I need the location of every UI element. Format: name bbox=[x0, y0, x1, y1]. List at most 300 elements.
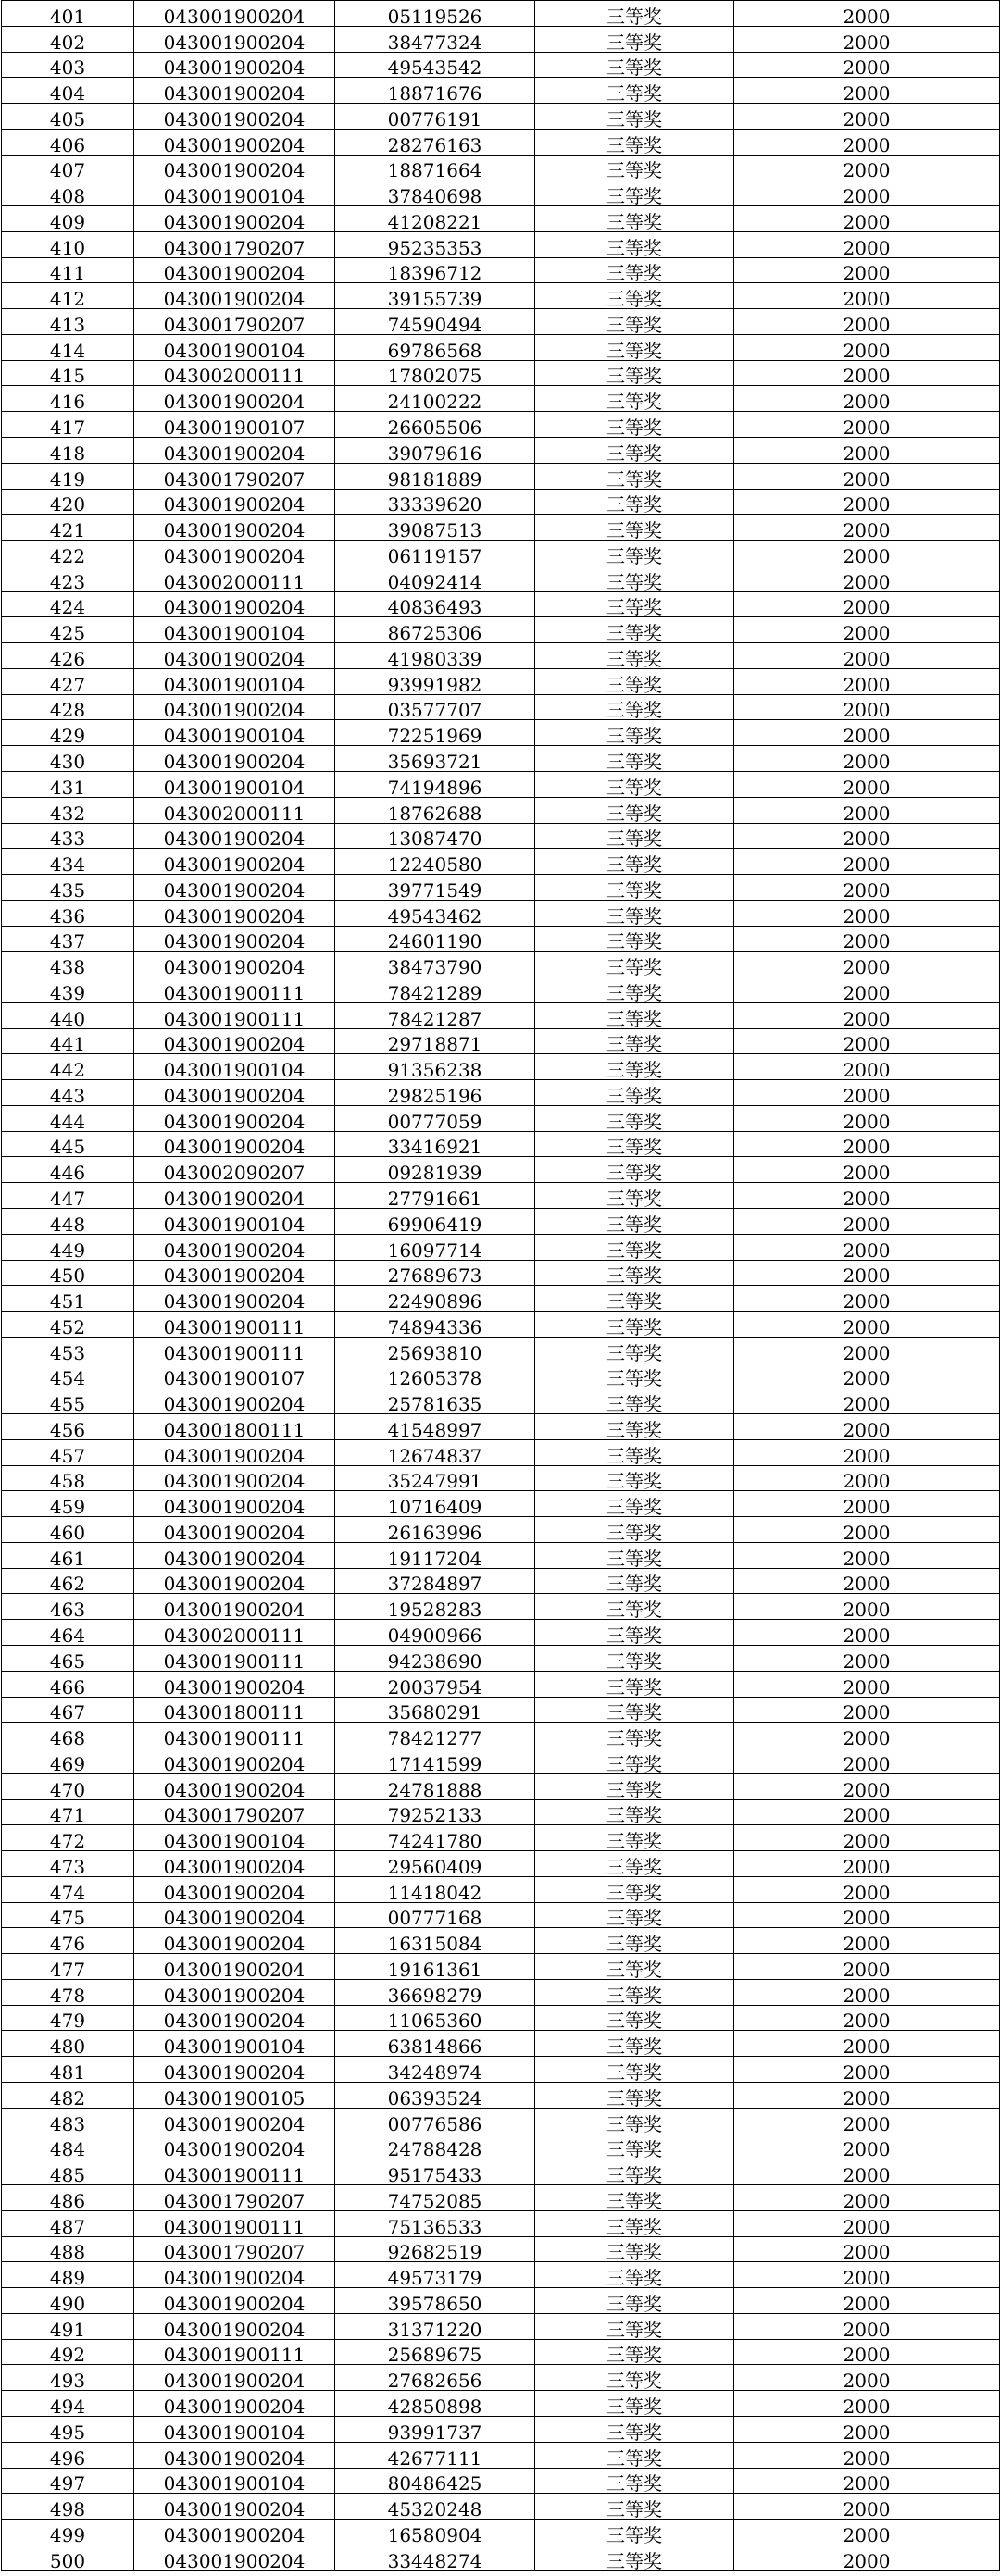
invoice-number-cell: 74194896 bbox=[335, 771, 535, 797]
serial-number-cell: 407 bbox=[2, 155, 134, 180]
serial-number-cell: 404 bbox=[2, 78, 134, 104]
serial-number-cell: 437 bbox=[2, 926, 134, 952]
serial-number-cell: 493 bbox=[2, 2365, 134, 2391]
serial-number-cell: 428 bbox=[2, 694, 134, 720]
invoice-number-cell: 26605506 bbox=[335, 412, 535, 438]
invoice-number-cell: 11065360 bbox=[335, 2005, 535, 2031]
prize-amount-cell: 2000 bbox=[734, 1542, 1000, 1568]
prize-amount-cell: 2000 bbox=[734, 1594, 1000, 1620]
invoice-code-cell: 043001900204 bbox=[134, 1439, 335, 1465]
invoice-number-cell: 93991982 bbox=[335, 668, 535, 694]
prize-amount-cell: 2000 bbox=[734, 26, 1000, 52]
serial-number-cell: 497 bbox=[2, 2468, 134, 2494]
prize-amount-cell: 2000 bbox=[734, 771, 1000, 797]
invoice-number-cell: 49543542 bbox=[335, 52, 535, 78]
prize-level-cell: 三等奖 bbox=[535, 2494, 734, 2520]
prize-level-cell: 三等奖 bbox=[535, 746, 734, 772]
prize-amount-cell: 2000 bbox=[734, 1773, 1000, 1799]
prize-amount-cell: 2000 bbox=[734, 1312, 1000, 1338]
prize-level-cell: 三等奖 bbox=[535, 720, 734, 746]
prize-level-cell: 三等奖 bbox=[535, 875, 734, 901]
prize-amount-cell: 2000 bbox=[734, 875, 1000, 901]
serial-number-cell: 421 bbox=[2, 515, 134, 541]
prize-amount-cell: 2000 bbox=[734, 463, 1000, 489]
invoice-code-cell: 043001790207 bbox=[134, 2236, 335, 2262]
invoice-number-cell: 39578650 bbox=[335, 2288, 535, 2314]
table-row bbox=[2, 2057, 1000, 2083]
serial-number-cell: 410 bbox=[2, 231, 134, 257]
table-row bbox=[2, 2210, 1000, 2236]
serial-number-cell: 420 bbox=[2, 489, 134, 515]
prize-level-cell: 三等奖 bbox=[535, 1799, 734, 1825]
prize-level-cell: 三等奖 bbox=[535, 2236, 734, 2262]
prize-level-cell: 三等奖 bbox=[535, 515, 734, 541]
invoice-number-cell: 29560409 bbox=[335, 1851, 535, 1877]
invoice-code-cell: 043001900204 bbox=[134, 52, 335, 78]
serial-number-cell: 411 bbox=[2, 257, 134, 283]
table-row bbox=[2, 515, 1000, 541]
invoice-code-cell: 043001900204 bbox=[134, 1876, 335, 1902]
invoice-number-cell: 09281939 bbox=[335, 1157, 535, 1183]
table-row bbox=[2, 566, 1000, 591]
table-row bbox=[2, 1260, 1000, 1286]
serial-number-cell: 433 bbox=[2, 823, 134, 849]
table-row bbox=[2, 1697, 1000, 1723]
prize-amount-cell: 2000 bbox=[734, 2545, 1000, 2570]
prize-level-cell: 三等奖 bbox=[535, 360, 734, 386]
prize-level-cell: 三等奖 bbox=[535, 643, 734, 669]
invoice-code-cell: 043001900204 bbox=[134, 1928, 335, 1954]
table-row bbox=[2, 2262, 1000, 2288]
prize-level-cell: 三等奖 bbox=[535, 2134, 734, 2159]
prize-level-cell: 三等奖 bbox=[535, 1, 734, 27]
table-row bbox=[2, 1517, 1000, 1543]
prize-level-cell: 三等奖 bbox=[535, 52, 734, 78]
serial-number-cell: 484 bbox=[2, 2134, 134, 2159]
prize-amount-cell: 2000 bbox=[734, 694, 1000, 720]
serial-number-cell: 405 bbox=[2, 104, 134, 130]
prize-level-cell: 三等奖 bbox=[535, 1312, 734, 1338]
invoice-number-cell: 69786568 bbox=[335, 334, 535, 360]
invoice-code-cell: 043002000111 bbox=[134, 566, 335, 591]
prize-level-cell: 三等奖 bbox=[535, 412, 734, 438]
prize-level-cell: 三等奖 bbox=[535, 2210, 734, 2236]
prize-amount-cell: 2000 bbox=[734, 797, 1000, 823]
invoice-code-cell: 043001900204 bbox=[134, 1671, 335, 1697]
invoice-code-cell: 043001900111 bbox=[134, 977, 335, 1003]
prize-level-cell: 三等奖 bbox=[535, 1131, 734, 1157]
invoice-code-cell: 043001900204 bbox=[134, 438, 335, 464]
prize-level-cell: 三等奖 bbox=[535, 823, 734, 849]
prize-amount-cell: 2000 bbox=[734, 746, 1000, 772]
serial-number-cell: 412 bbox=[2, 283, 134, 309]
prize-level-cell: 三等奖 bbox=[535, 977, 734, 1003]
prize-amount-cell: 2000 bbox=[734, 2391, 1000, 2417]
invoice-number-cell: 93991737 bbox=[335, 2416, 535, 2442]
table-row bbox=[2, 129, 1000, 155]
table-row bbox=[2, 2236, 1000, 2262]
table-row bbox=[2, 26, 1000, 52]
prize-level-cell: 三等奖 bbox=[535, 2545, 734, 2570]
invoice-code-cell: 043001900104 bbox=[134, 668, 335, 694]
invoice-number-cell: 18762688 bbox=[335, 797, 535, 823]
invoice-code-cell: 043001900104 bbox=[134, 2468, 335, 2494]
serial-number-cell: 438 bbox=[2, 952, 134, 977]
prize-amount-cell: 2000 bbox=[734, 849, 1000, 875]
prize-amount-cell: 2000 bbox=[734, 1697, 1000, 1723]
table-row bbox=[2, 360, 1000, 386]
invoice-number-cell: 29718871 bbox=[335, 1028, 535, 1054]
invoice-code-cell: 043001900204 bbox=[134, 1902, 335, 1928]
invoice-code-cell: 043001900204 bbox=[134, 823, 335, 849]
prize-level-cell: 三等奖 bbox=[535, 2083, 734, 2109]
table-row bbox=[2, 155, 1000, 180]
invoice-code-cell: 043001900111 bbox=[134, 2339, 335, 2365]
prize-amount-cell: 2000 bbox=[734, 1002, 1000, 1028]
serial-number-cell: 406 bbox=[2, 129, 134, 155]
prize-level-cell: 三等奖 bbox=[535, 231, 734, 257]
prize-amount-cell: 2000 bbox=[734, 952, 1000, 977]
table-row bbox=[2, 2365, 1000, 2391]
prize-amount-cell: 2000 bbox=[734, 2210, 1000, 2236]
prize-level-cell: 三等奖 bbox=[535, 1748, 734, 1774]
table-row bbox=[2, 2442, 1000, 2468]
invoice-code-cell: 043001790207 bbox=[134, 231, 335, 257]
invoice-number-cell: 24788428 bbox=[335, 2134, 535, 2159]
prize-level-cell: 三等奖 bbox=[535, 1902, 734, 1928]
invoice-number-cell: 12240580 bbox=[335, 849, 535, 875]
prize-level-cell: 三等奖 bbox=[535, 926, 734, 952]
prize-amount-cell: 2000 bbox=[734, 2339, 1000, 2365]
table-row bbox=[2, 1671, 1000, 1697]
prize-amount-cell: 2000 bbox=[734, 1131, 1000, 1157]
serial-number-cell: 435 bbox=[2, 875, 134, 901]
invoice-number-cell: 79252133 bbox=[335, 1799, 535, 1825]
invoice-number-cell: 16315084 bbox=[335, 1928, 535, 1954]
table-row bbox=[2, 2545, 1000, 2570]
invoice-code-cell: 043001900204 bbox=[134, 1954, 335, 1980]
table-row bbox=[2, 2159, 1000, 2185]
table-row bbox=[2, 2288, 1000, 2314]
prize-level-cell: 三等奖 bbox=[535, 1105, 734, 1131]
prize-amount-cell: 2000 bbox=[734, 1671, 1000, 1697]
prize-amount-cell: 2000 bbox=[734, 1363, 1000, 1388]
prize-amount-cell: 2000 bbox=[734, 1183, 1000, 1209]
invoice-code-cell: 043001900104 bbox=[134, 1208, 335, 1234]
prize-level-cell: 三等奖 bbox=[535, 2442, 734, 2468]
table-row bbox=[2, 1105, 1000, 1131]
prize-level-cell: 三等奖 bbox=[535, 1954, 734, 1980]
prize-amount-cell: 2000 bbox=[734, 643, 1000, 669]
invoice-number-cell: 45320248 bbox=[335, 2494, 535, 2520]
prize-winners-table bbox=[1, 0, 1000, 2571]
table-row bbox=[2, 952, 1000, 977]
serial-number-cell: 431 bbox=[2, 771, 134, 797]
invoice-number-cell: 05119526 bbox=[335, 1, 535, 27]
prize-level-cell: 三等奖 bbox=[535, 1620, 734, 1646]
invoice-code-cell: 043001900204 bbox=[134, 1773, 335, 1799]
serial-number-cell: 469 bbox=[2, 1748, 134, 1774]
table-row bbox=[2, 668, 1000, 694]
invoice-number-cell: 95175433 bbox=[335, 2159, 535, 2185]
prize-level-cell: 三等奖 bbox=[535, 1439, 734, 1465]
serial-number-cell: 436 bbox=[2, 900, 134, 926]
invoice-code-cell: 043001900104 bbox=[134, 334, 335, 360]
prize-amount-cell: 2000 bbox=[734, 668, 1000, 694]
invoice-code-cell: 043001790207 bbox=[134, 1799, 335, 1825]
serial-number-cell: 401 bbox=[2, 1, 134, 27]
prize-amount-cell: 2000 bbox=[734, 2520, 1000, 2545]
serial-number-cell: 479 bbox=[2, 2005, 134, 2031]
serial-number-cell: 402 bbox=[2, 26, 134, 52]
serial-number-cell: 472 bbox=[2, 1825, 134, 1851]
table-row bbox=[2, 1, 1000, 27]
invoice-code-cell: 043001900204 bbox=[134, 2288, 335, 2314]
invoice-number-cell: 27682656 bbox=[335, 2365, 535, 2391]
prize-table-body bbox=[2, 1, 1000, 2571]
invoice-code-cell: 043001900107 bbox=[134, 412, 335, 438]
serial-number-cell: 417 bbox=[2, 412, 134, 438]
serial-number-cell: 463 bbox=[2, 1594, 134, 1620]
serial-number-cell: 490 bbox=[2, 2288, 134, 2314]
prize-level-cell: 三等奖 bbox=[535, 155, 734, 180]
serial-number-cell: 459 bbox=[2, 1491, 134, 1517]
prize-amount-cell: 2000 bbox=[734, 1337, 1000, 1363]
invoice-code-cell: 043001900204 bbox=[134, 694, 335, 720]
serial-number-cell: 457 bbox=[2, 1439, 134, 1465]
invoice-number-cell: 78421289 bbox=[335, 977, 535, 1003]
invoice-number-cell: 72251969 bbox=[335, 720, 535, 746]
prize-amount-cell: 2000 bbox=[734, 2365, 1000, 2391]
table-row bbox=[2, 771, 1000, 797]
prize-level-cell: 三等奖 bbox=[535, 1337, 734, 1363]
invoice-number-cell: 22490896 bbox=[335, 1286, 535, 1312]
serial-number-cell: 477 bbox=[2, 1954, 134, 1980]
invoice-number-cell: 17802075 bbox=[335, 360, 535, 386]
invoice-code-cell: 043001900104 bbox=[134, 771, 335, 797]
invoice-code-cell: 043001900204 bbox=[134, 283, 335, 309]
invoice-code-cell: 043001900204 bbox=[134, 1979, 335, 2005]
prize-amount-cell: 2000 bbox=[734, 1491, 1000, 1517]
invoice-code-cell: 043001900104 bbox=[134, 1054, 335, 1080]
invoice-code-cell: 043001900204 bbox=[134, 1748, 335, 1774]
prize-amount-cell: 2000 bbox=[734, 334, 1000, 360]
prize-level-cell: 三等奖 bbox=[535, 26, 734, 52]
invoice-code-cell: 043001900204 bbox=[134, 643, 335, 669]
invoice-number-cell: 06393524 bbox=[335, 2083, 535, 2109]
serial-number-cell: 416 bbox=[2, 386, 134, 412]
invoice-number-cell: 16580904 bbox=[335, 2520, 535, 2545]
invoice-number-cell: 37284897 bbox=[335, 1568, 535, 1594]
invoice-number-cell: 24781888 bbox=[335, 1773, 535, 1799]
invoice-code-cell: 043001900204 bbox=[134, 1131, 335, 1157]
invoice-code-cell: 043002000111 bbox=[134, 360, 335, 386]
prize-level-cell: 三等奖 bbox=[535, 1825, 734, 1851]
serial-number-cell: 429 bbox=[2, 720, 134, 746]
table-row bbox=[2, 797, 1000, 823]
table-row bbox=[2, 1954, 1000, 1980]
prize-amount-cell: 2000 bbox=[734, 2494, 1000, 2520]
prize-level-cell: 三等奖 bbox=[535, 1080, 734, 1106]
serial-number-cell: 489 bbox=[2, 2262, 134, 2288]
serial-number-cell: 449 bbox=[2, 1234, 134, 1260]
prize-amount-cell: 2000 bbox=[734, 1260, 1000, 1286]
table-row bbox=[2, 977, 1000, 1003]
table-row bbox=[2, 617, 1000, 643]
prize-amount-cell: 2000 bbox=[734, 2442, 1000, 2468]
invoice-number-cell: 35693721 bbox=[335, 746, 535, 772]
invoice-number-cell: 35680291 bbox=[335, 1697, 535, 1723]
invoice-code-cell: 043001900104 bbox=[134, 2416, 335, 2442]
invoice-code-cell: 043001900107 bbox=[134, 1363, 335, 1388]
prize-level-cell: 三等奖 bbox=[535, 334, 734, 360]
invoice-number-cell: 04092414 bbox=[335, 566, 535, 591]
invoice-code-cell: 043001900204 bbox=[134, 1568, 335, 1594]
invoice-number-cell: 41980339 bbox=[335, 643, 535, 669]
prize-amount-cell: 2000 bbox=[734, 900, 1000, 926]
prize-amount-cell: 2000 bbox=[734, 2185, 1000, 2211]
table-row bbox=[2, 900, 1000, 926]
table-row bbox=[2, 1363, 1000, 1388]
invoice-code-cell: 043001900204 bbox=[134, 2365, 335, 2391]
prize-level-cell: 三等奖 bbox=[535, 2005, 734, 2031]
table-row bbox=[2, 309, 1000, 335]
serial-number-cell: 446 bbox=[2, 1157, 134, 1183]
prize-amount-cell: 2000 bbox=[734, 1388, 1000, 1414]
prize-amount-cell: 2000 bbox=[734, 1080, 1000, 1106]
prize-amount-cell: 2000 bbox=[734, 78, 1000, 104]
table-row bbox=[2, 2339, 1000, 2365]
invoice-number-cell: 25693810 bbox=[335, 1337, 535, 1363]
table-row bbox=[2, 2520, 1000, 2545]
serial-number-cell: 430 bbox=[2, 746, 134, 772]
prize-level-cell: 三等奖 bbox=[535, 2185, 734, 2211]
serial-number-cell: 481 bbox=[2, 2057, 134, 2083]
prize-level-cell: 三等奖 bbox=[535, 2159, 734, 2185]
serial-number-cell: 441 bbox=[2, 1028, 134, 1054]
serial-number-cell: 425 bbox=[2, 617, 134, 643]
invoice-code-cell: 043001900204 bbox=[134, 2057, 335, 2083]
serial-number-cell: 473 bbox=[2, 1851, 134, 1877]
table-row bbox=[2, 2416, 1000, 2442]
serial-number-cell: 424 bbox=[2, 591, 134, 617]
prize-level-cell: 三等奖 bbox=[535, 1773, 734, 1799]
prize-level-cell: 三等奖 bbox=[535, 2416, 734, 2442]
invoice-number-cell: 94238690 bbox=[335, 1646, 535, 1672]
serial-number-cell: 442 bbox=[2, 1054, 134, 1080]
serial-number-cell: 486 bbox=[2, 2185, 134, 2211]
prize-level-cell: 三等奖 bbox=[535, 180, 734, 206]
invoice-code-cell: 043001800111 bbox=[134, 1414, 335, 1440]
serial-number-cell: 432 bbox=[2, 797, 134, 823]
serial-number-cell: 455 bbox=[2, 1388, 134, 1414]
invoice-code-cell: 043001900204 bbox=[134, 515, 335, 541]
serial-number-cell: 453 bbox=[2, 1337, 134, 1363]
prize-level-cell: 三等奖 bbox=[535, 1568, 734, 1594]
invoice-number-cell: 39079616 bbox=[335, 438, 535, 464]
prize-amount-cell: 2000 bbox=[734, 617, 1000, 643]
table-row bbox=[2, 1465, 1000, 1491]
prize-amount-cell: 2000 bbox=[734, 1208, 1000, 1234]
invoice-code-cell: 043001900105 bbox=[134, 2083, 335, 2109]
invoice-number-cell: 74752085 bbox=[335, 2185, 535, 2211]
table-row bbox=[2, 2005, 1000, 2031]
prize-level-cell: 三等奖 bbox=[535, 566, 734, 591]
invoice-code-cell: 043001900111 bbox=[134, 2159, 335, 2185]
invoice-number-cell: 00776191 bbox=[335, 104, 535, 130]
invoice-code-cell: 043001900204 bbox=[134, 2108, 335, 2134]
invoice-number-cell: 69906419 bbox=[335, 1208, 535, 1234]
prize-amount-cell: 2000 bbox=[734, 2108, 1000, 2134]
invoice-number-cell: 74241780 bbox=[335, 1825, 535, 1851]
invoice-code-cell: 043002000111 bbox=[134, 1620, 335, 1646]
invoice-code-cell: 043001900204 bbox=[134, 900, 335, 926]
prize-amount-cell: 2000 bbox=[734, 1825, 1000, 1851]
prize-amount-cell: 2000 bbox=[734, 1028, 1000, 1054]
table-row bbox=[2, 438, 1000, 464]
invoice-number-cell: 35247991 bbox=[335, 1465, 535, 1491]
table-row bbox=[2, 2494, 1000, 2520]
invoice-number-cell: 06119157 bbox=[335, 541, 535, 566]
prize-level-cell: 三等奖 bbox=[535, 206, 734, 232]
table-row bbox=[2, 541, 1000, 566]
table-row bbox=[2, 1491, 1000, 1517]
invoice-number-cell: 86725306 bbox=[335, 617, 535, 643]
prize-level-cell: 三等奖 bbox=[535, 591, 734, 617]
invoice-number-cell: 13087470 bbox=[335, 823, 535, 849]
table-row bbox=[2, 1568, 1000, 1594]
invoice-code-cell: 043001900111 bbox=[134, 1723, 335, 1748]
table-row bbox=[2, 2185, 1000, 2211]
invoice-code-cell: 043001900111 bbox=[134, 1312, 335, 1338]
invoice-number-cell: 38477324 bbox=[335, 26, 535, 52]
prize-amount-cell: 2000 bbox=[734, 309, 1000, 335]
table-row bbox=[2, 489, 1000, 515]
prize-amount-cell: 2000 bbox=[734, 412, 1000, 438]
prize-level-cell: 三等奖 bbox=[535, 1183, 734, 1209]
invoice-code-cell: 043001790207 bbox=[134, 2185, 335, 2211]
prize-level-cell: 三等奖 bbox=[535, 283, 734, 309]
prize-level-cell: 三等奖 bbox=[535, 1928, 734, 1954]
serial-number-cell: 454 bbox=[2, 1363, 134, 1388]
serial-number-cell: 470 bbox=[2, 1773, 134, 1799]
prize-amount-cell: 2000 bbox=[734, 360, 1000, 386]
prize-amount-cell: 2000 bbox=[734, 1568, 1000, 1594]
invoice-number-cell: 39155739 bbox=[335, 283, 535, 309]
invoice-code-cell: 043001900204 bbox=[134, 2262, 335, 2288]
prize-amount-cell: 2000 bbox=[734, 1902, 1000, 1928]
serial-number-cell: 443 bbox=[2, 1080, 134, 1106]
invoice-code-cell: 043001900204 bbox=[134, 952, 335, 977]
prize-level-cell: 三等奖 bbox=[535, 1465, 734, 1491]
serial-number-cell: 462 bbox=[2, 1568, 134, 1594]
serial-number-cell: 487 bbox=[2, 2210, 134, 2236]
serial-number-cell: 474 bbox=[2, 1876, 134, 1902]
invoice-code-cell: 043001900204 bbox=[134, 1388, 335, 1414]
invoice-number-cell: 63814866 bbox=[335, 2031, 535, 2057]
table-row bbox=[2, 1851, 1000, 1877]
prize-amount-cell: 2000 bbox=[734, 1876, 1000, 1902]
table-row bbox=[2, 78, 1000, 104]
prize-level-cell: 三等奖 bbox=[535, 1517, 734, 1543]
table-row bbox=[2, 180, 1000, 206]
serial-number-cell: 494 bbox=[2, 2391, 134, 2417]
prize-level-cell: 三等奖 bbox=[535, 1054, 734, 1080]
prize-amount-cell: 2000 bbox=[734, 1234, 1000, 1260]
invoice-code-cell: 043001900111 bbox=[134, 1646, 335, 1672]
table-row bbox=[2, 412, 1000, 438]
invoice-code-cell: 043001800111 bbox=[134, 1697, 335, 1723]
